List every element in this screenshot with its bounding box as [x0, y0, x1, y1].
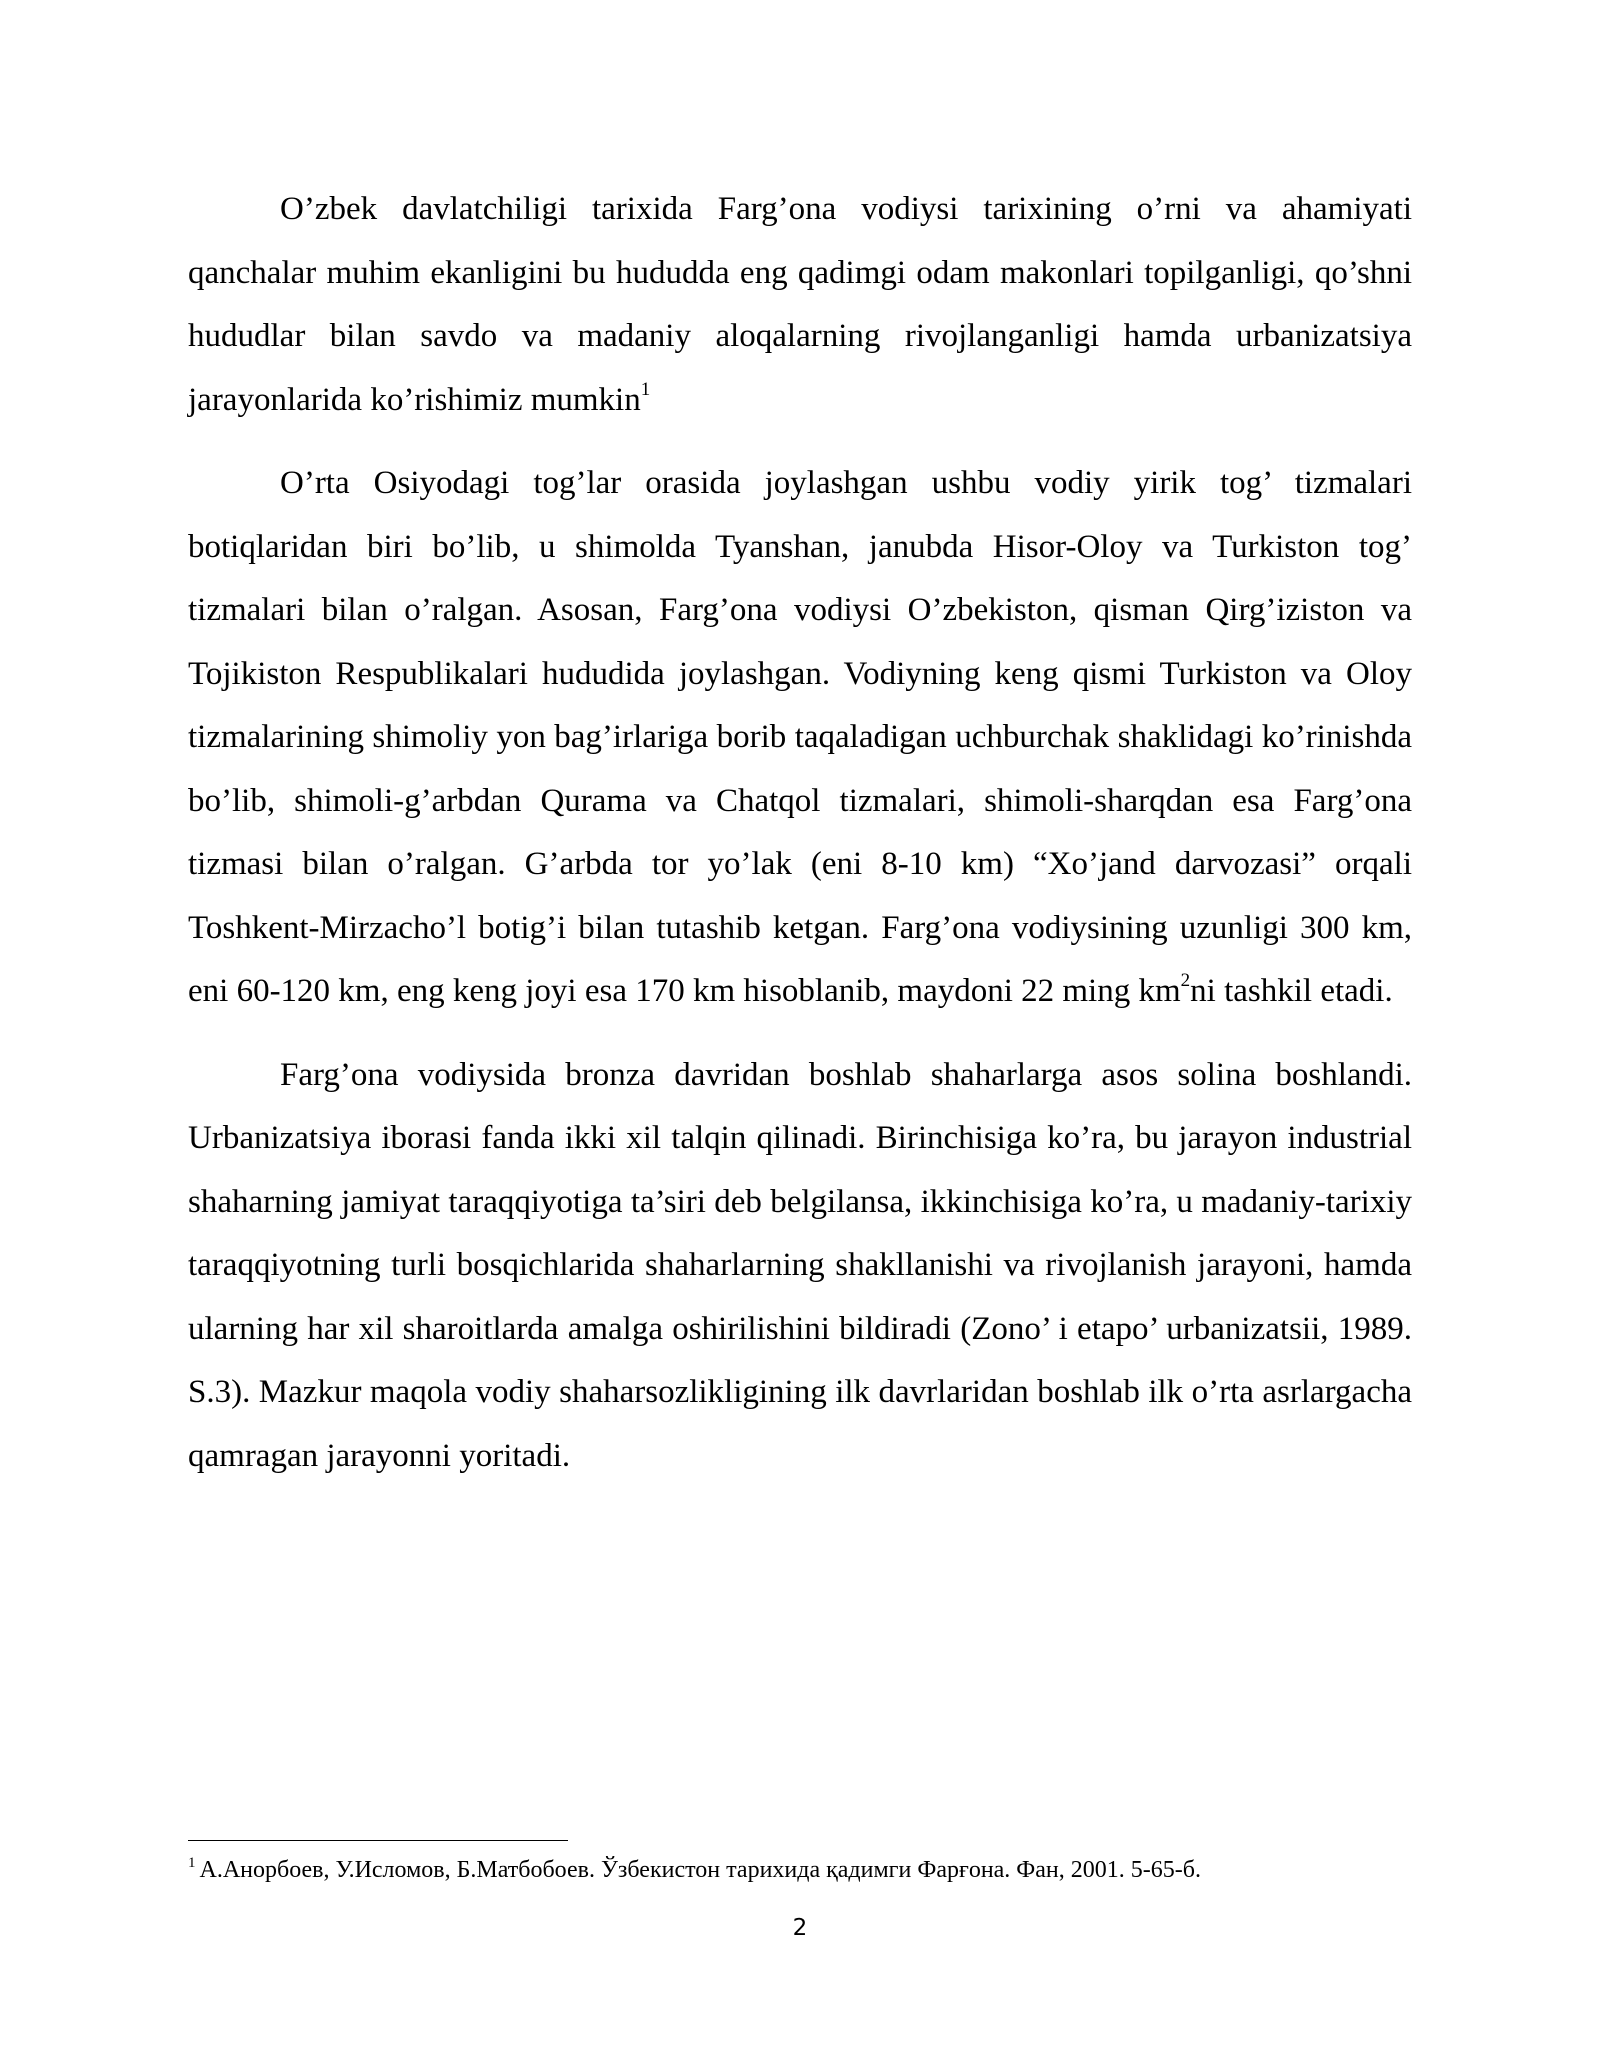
body-text — [188, 178, 1412, 1508]
paragraph-1-text: O’zbek davlatchiligi tarixida Farg’ona vodiysi tarixining o’rni va ahamiyati qanchalar muhim ekanligini bu hududda eng qadimgi odam makonlari topilganligi, qo’shni hududlar bilan savdo va madaniy aloqalarning rivojlanganligi hamda urbanizatsiya jarayonlarida ko’rishimiz mumkin — [188, 191, 1412, 418]
paragraph-2 — [188, 452, 1412, 1024]
paragraph-1 — [188, 178, 1412, 432]
footnote-reference: 1 — [640, 378, 651, 400]
square-superscript: 2 — [1180, 970, 1191, 991]
footnote-marker: 1 — [188, 1855, 196, 1871]
page-number: 2 — [792, 1915, 808, 1941]
paragraph-2-text-before: O’rta Osiyodagi tog’lar orasida joylashgan ushbu vodiy yirik tog’ tizmalari botiqlaridan biri bo’lib, u shimolda Tyanshan, janubda Hisor-Oloy va Turkiston tog’ tizmalari bilan o’ralgan. Asosan, Farg’ona vodiysi O’zbekiston, qisman Qirg’iziston va Tojikiston Respublikalari hududida joylashgan. Vodiyning keng qismi Turkiston va Oloy tizmalarining shimoliy yon bag’irlariga borib taqaladigan uchburchak shaklidagi ko’rinishda bo’lib, shimoli-g’arbdan Qurama va Chatqol tizmalari, shimoli-sharqdan esa Farg’ona tizmasi bilan o’ralgan. G’arbda tor yo’lak (eni 8-10 km) “Xo’jand darvozasi” orqali Toshkent-Mirzacho’l botig’i bilan tutashib ketgan. Farg’ona vodiysining uzunligi 300 km, eni 60-120 km, eng keng joyi esa 170 km hisoblanib, maydoni 22 ming km — [188, 465, 1412, 1009]
paragraph-2-text-after: ni tashkil etadi. — [1190, 973, 1393, 1009]
footnote-separator — [188, 1840, 568, 1841]
paragraph-3 — [188, 1044, 1412, 1489]
paragraph-3-text: Farg’ona vodiysida bronza davridan boshlab shaharlarga asos solina boshlandi. Urbanizatsiya iborasi fanda ikki xil talqin qilinadi. Birinchisiga ko’ra, bu jarayon industrial shaharning jamiyat taraqqiyotiga ta’siri deb belgilansa, ikkinchisiga ko’ra, u madaniy-tarixiy taraqqiyotning turli bosqichlarida shaharlarning shakllanishi va rivojlanish jarayoni, hamda ularning har xil sharoitlarda amalga oshirilishini bildiradi (Zono’ i etapo’ urbanizatsii, 1989. S.3). Mazkur maqola vodiy shaharsozlikligining ilk davrlaridan boshlab ilk o’rta asrlargacha qamragan jarayonni yoritadi. — [188, 1056, 1412, 1474]
footnote — [188, 1852, 1412, 1888]
footnote-text: А.Анорбоев, У.Исломов, Б.Матбобоев. Ўзбекистон тарихида қадимги Фарғона. Фан, 2001. 5-65-б. — [199, 1857, 1201, 1883]
